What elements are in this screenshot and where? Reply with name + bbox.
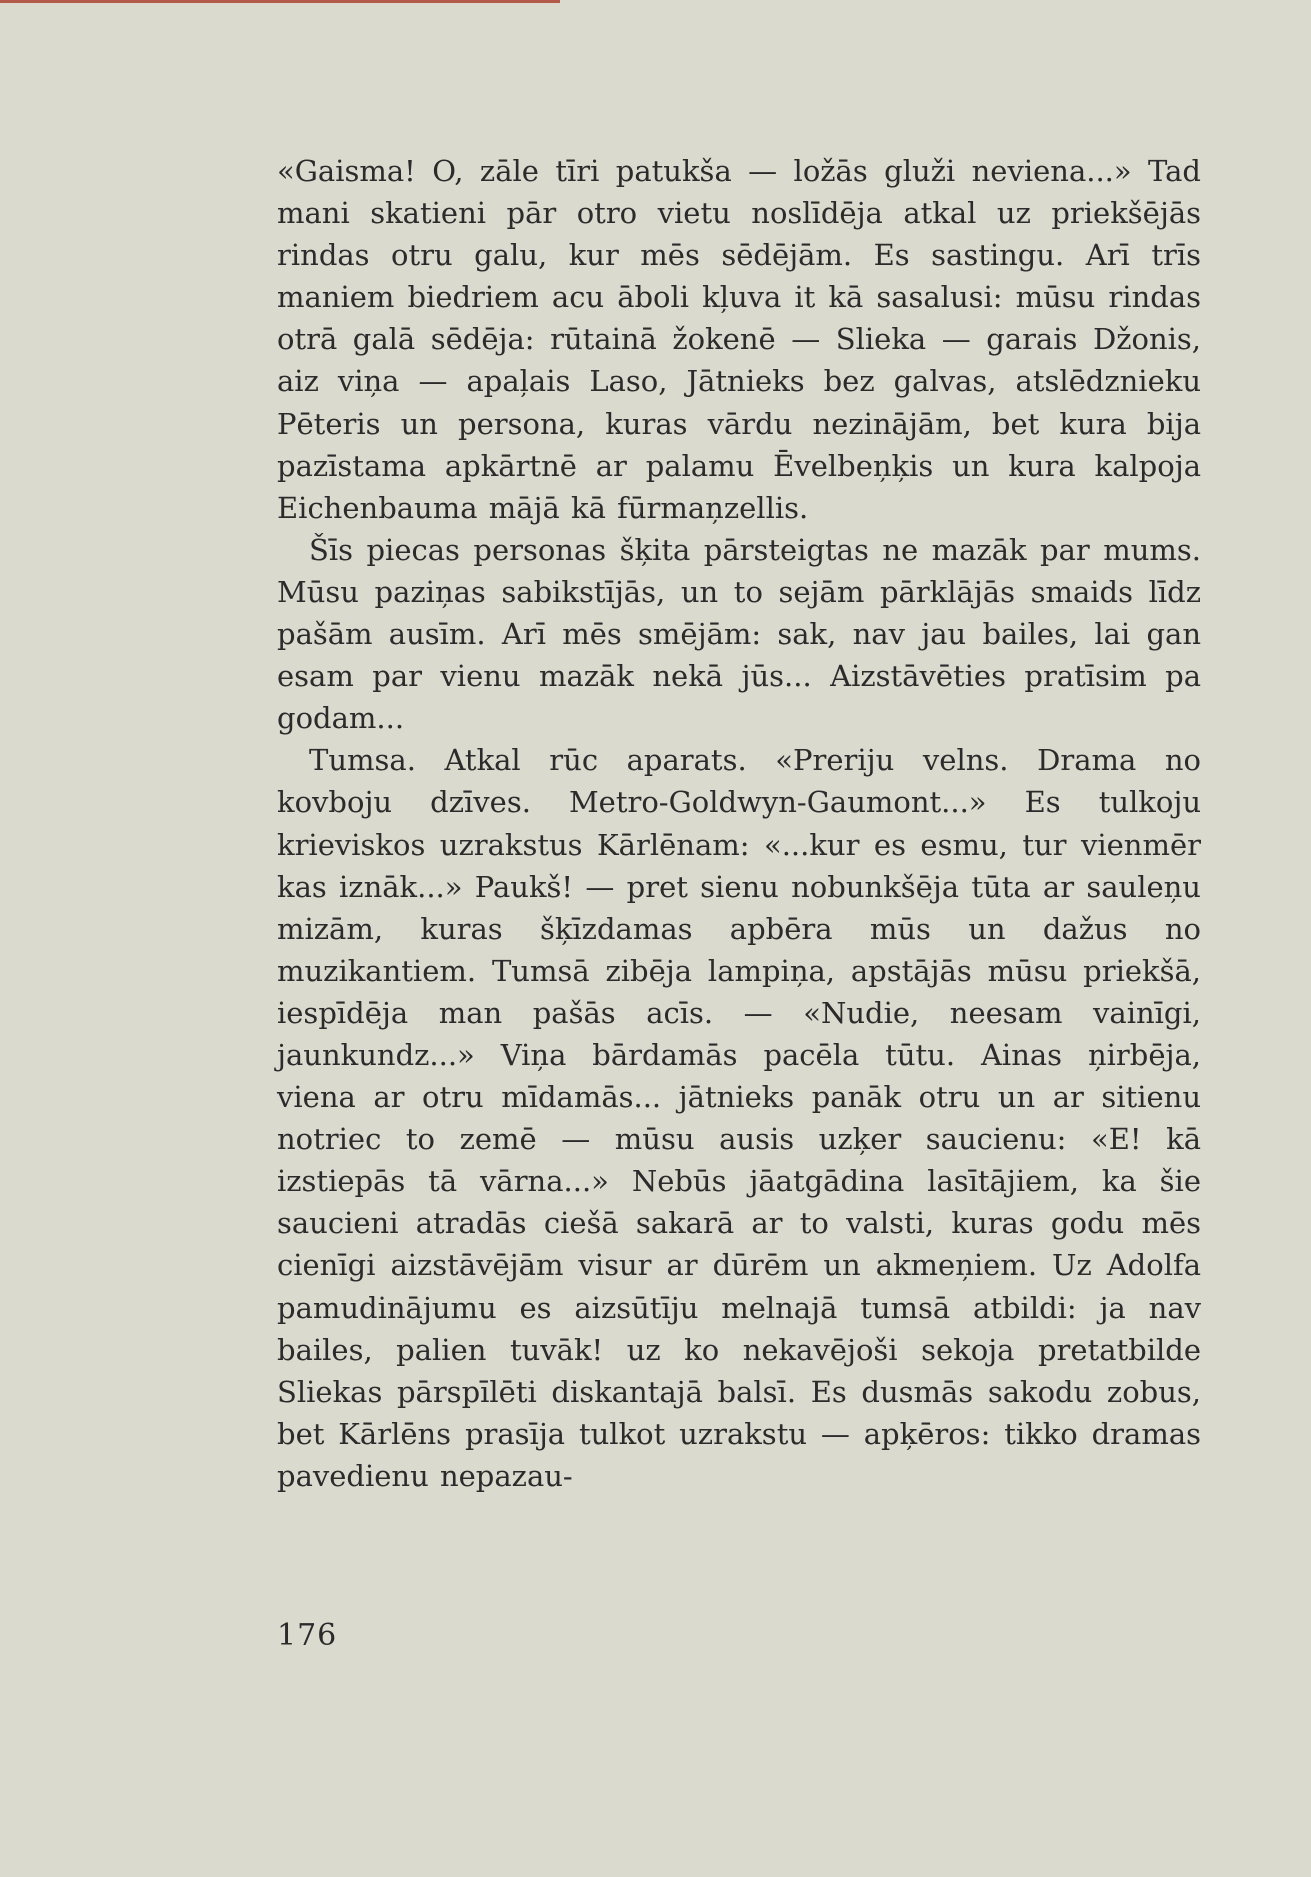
- paragraph-3: Tumsa. Atkal rūc aparats. «Preriju velns. Drama no kovboju dzīves. Metro-Goldwyn-Gaumont...» Es tulkoju krieviskos uzrakstus Kārlēnam: «...kur es esmu, tur vienmēr kas iznāk...» Paukš! — pret sienu nobunkšēja tūta ar sauleņu mizām, kuras šķīzdamas apbēra mūs un dažus no muzikantiem. Tumsā zibēja lampiņa, apstājās mūsu priekšā, iespīdēja man pašās acīs. — «Nudie, neesam vainīgi, jaunkundz...» Viņa bārdamās pacēla tūtu. Ainas ņirbēja, viena ar otru mīdamās... jātnieks panāk otru un ar sitienu notriec to zemē — mūsu ausis uzķer saucienu: «E! kā izstiepās tā vārna...» Nebūs jāatgādina lasītājiem, ka šie saucieni atradās ciešā sakarā ar to valsti, kuras godu mēs cienīgi aizstāvējām visur ar dūrēm un akmeņiem. Uz Adolfa pamudinājumu es aizsūtīju melnajā tumsā atbildi: ja nav bailes, palien tuvāk! uz ko nekavējoši sekoja pretatbilde Sliekas pārspīlēti diskantajā balsī. Es dusmās sakodu zobus, bet Kārlēns prasīja tulkot uzrakstu — apķēros: tikko dramas pavedienu nepazau-: [277, 743, 1201, 1493]
- top-edge-rule: [0, 0, 560, 3]
- paragraph-2: Šīs piecas personas šķita pārsteigtas ne mazāk par mums. Mūsu paziņas sabikstījās, un to sejām pārklājās smaids līdz pašām ausīm. Arī mēs smējām: sak, nav jau bailes, lai gan esam par vienu mazāk nekā jūs... Aizstāvēties pratīsim pa godam...: [277, 532, 1201, 736]
- page-number: 176: [277, 1618, 338, 1653]
- paragraph-1: «Gaisma! O, zāle tīri patukša — ložās gluži neviena...» Tad mani skatieni pār otro vietu noslīdēja atkal uz priekšējās rindas otru galu, kur mēs sēdējām. Es sastingu. Arī trīs maniem biedriem acu āboli kļuva it kā sasalusi: mūsu rindas otrā galā sēdēja: rūtainā žokenē — Slieka — garais Džonis, aiz viņa — apaļais Laso, Jātnieks bez galvas, atslēdznieku Pēteris un persona, kuras vārdu nezinājām, bet kura bija pazīstama apkārtnē ar palamu Ēvelbeņķis un kura kalpoja Eichenbauma mājā kā fūrmaņzellis.: [277, 154, 1201, 525]
- body-text: [277, 150, 1201, 1497]
